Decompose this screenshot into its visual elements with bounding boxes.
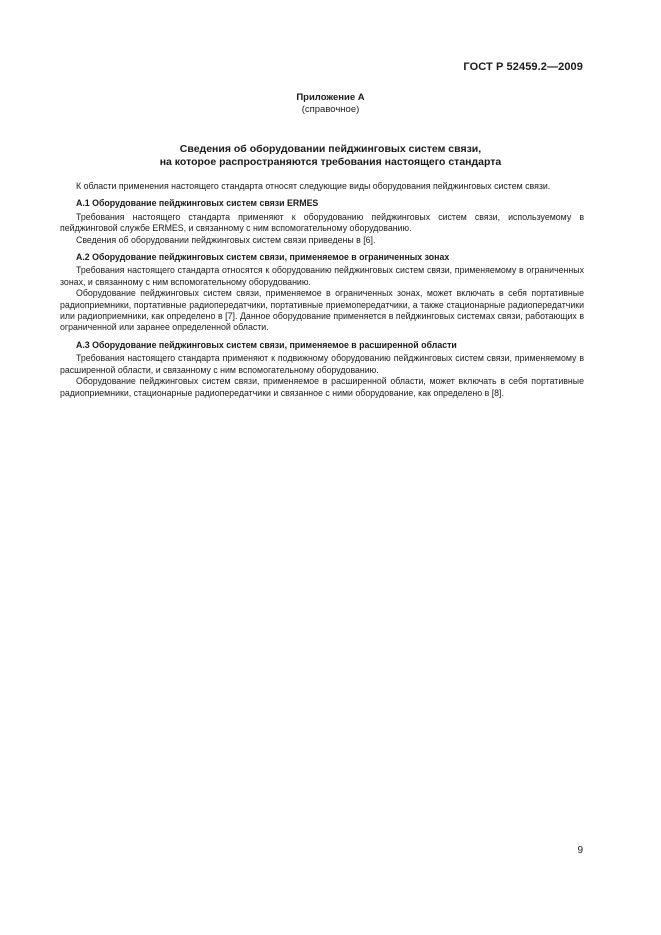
section-a3-paragraph-2: Оборудование пейджинговых систем связи, применяемое в расширенной области, может включать в себя портативные радиоприемники, стационарные радиопередатчики и связанное с ними оборудование, как определено в [8].	[60, 376, 584, 398]
section-a2-paragraph-2: Оборудование пейджинговых систем связи, применяемое в ограниченных зонах, может включать в себя портативные радиоприемники, портативные радиопередатчики, портативные приемопередатчики, а также стационарные радиопередатчики или радиоприемники, как определено в [7]. Данное оборудование применяется в пейджинговых системах связи, работающих в ограниченной или заранее определенной области.	[60, 288, 584, 333]
standard-number: ГОСТ Р 52459.2—2009	[463, 61, 583, 73]
annex-status: (справочное)	[301, 104, 360, 115]
page-number: 9	[577, 845, 583, 856]
section-a3-paragraph-1: Требования настоящего стандарта применяют к подвижному оборудованию пейджинговых систем связи, применяемому в расширенной области, и связанному с ним вспомогательному оборудованию.	[60, 353, 584, 375]
section-a1-paragraph-2: Сведения об оборудовании пейджинговых систем связи приведены в [6].	[76, 234, 376, 245]
annex-title: Приложение А	[296, 92, 365, 103]
section-a1-paragraph-1: Требования настоящего стандарта применяют к оборудованию пейджинговых систем связи, используемому в пейджинговой службе ERMES, и связанному с ним вспомогательному оборудованию.	[60, 211, 584, 234]
document-title-line-2: на которое распространяются требования настоящего стандарта	[159, 156, 502, 168]
section-a2-paragraph-1: Требования настоящего стандарта относятся к оборудованию пейджинговых систем связи, применяемому в ограниченных зонах, и связанному с ним вспомогательному оборудованию.	[60, 265, 584, 287]
document-title	[0, 143, 661, 169]
section-a2-heading: А.2 Оборудование пейджинговых систем связи, применяемое в ограниченных зонах	[76, 252, 450, 263]
body-text	[60, 181, 584, 399]
document-title-line-1: Сведения об оборудовании пейджинговых систем связи,	[179, 143, 482, 155]
intro-paragraph: К области применения настоящего стандарта относят следующие виды оборудования пейджинговых систем связи.	[76, 181, 551, 191]
section-a3-heading: А.3 Оборудование пейджинговых систем связи, применяемое в расширенной области	[76, 339, 457, 350]
section-a1-heading: А.1 Оборудование пейджинговых систем связи ERMES	[76, 198, 319, 209]
annex-heading	[0, 92, 661, 116]
